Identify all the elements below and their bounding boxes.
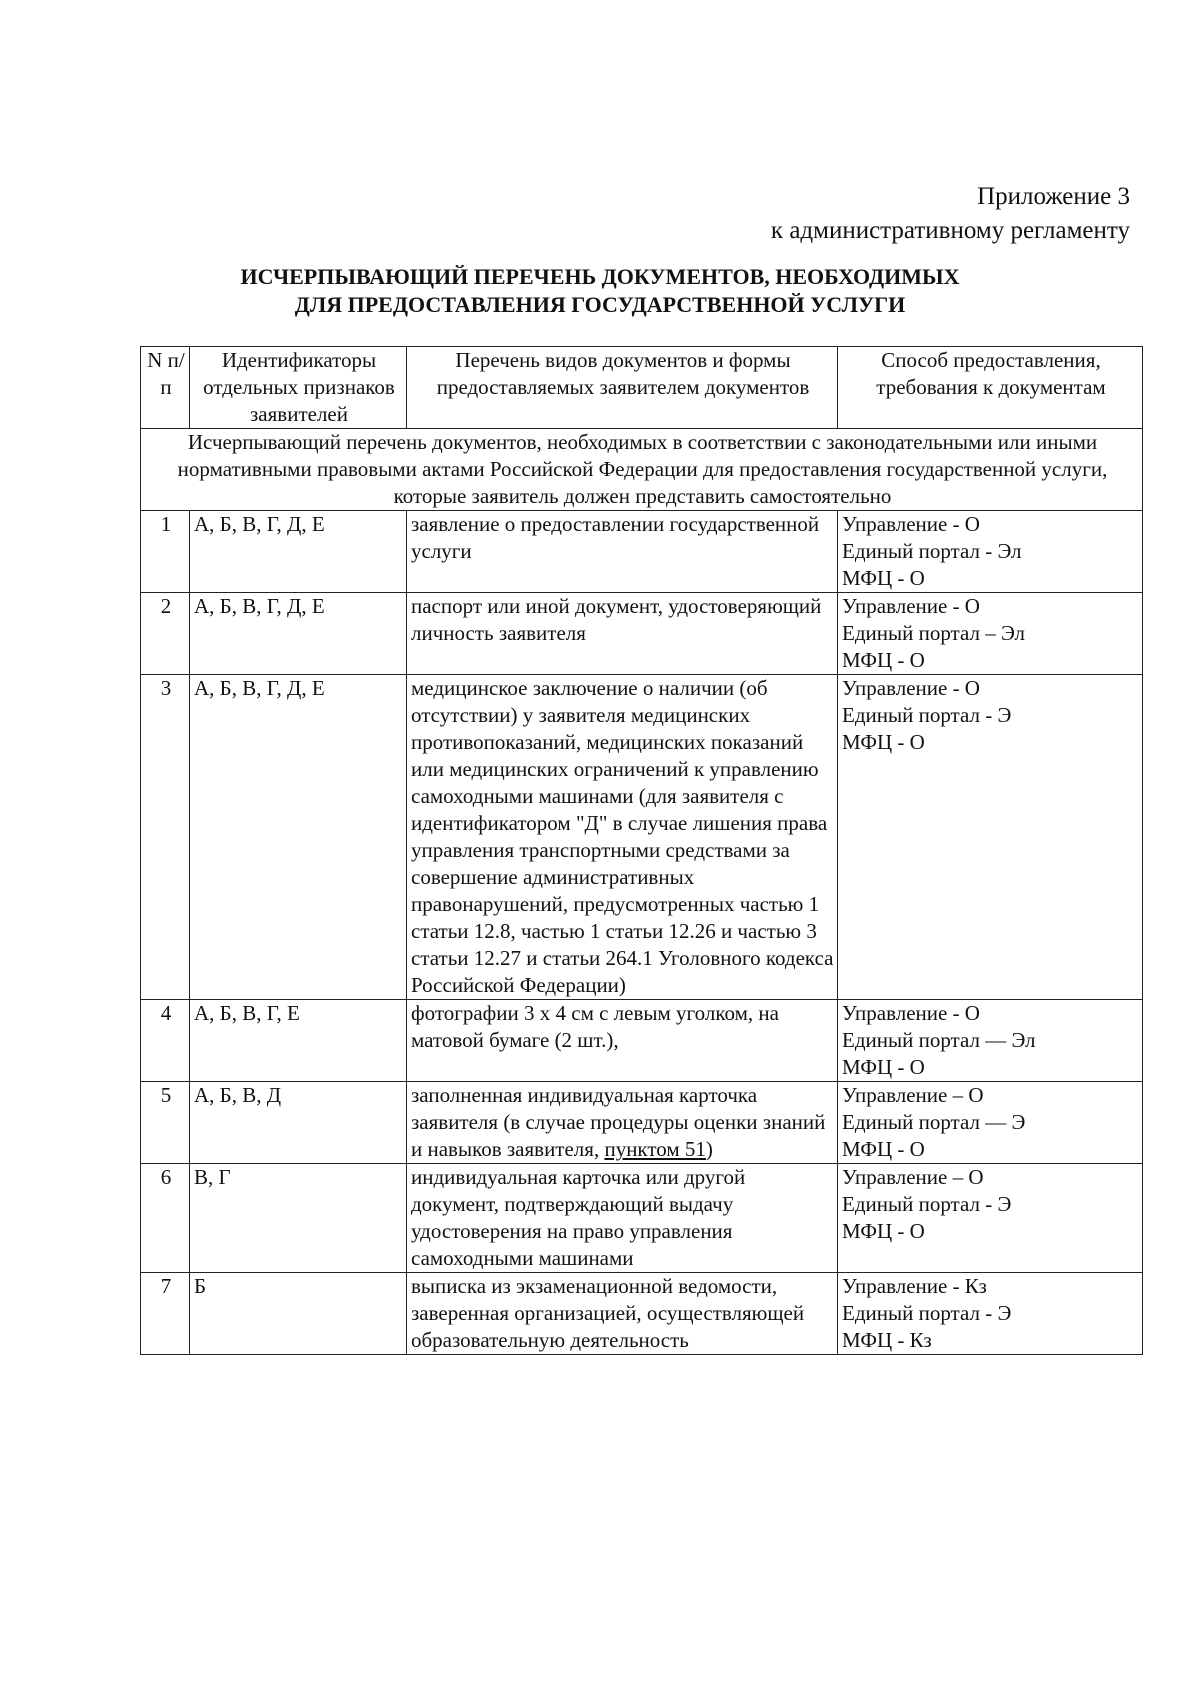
row-document [407, 1082, 838, 1164]
row-identifiers: А, Б, В, Г, Д, Е [190, 511, 407, 593]
table-row [141, 675, 1143, 1000]
method-line: Единый портал - Э [842, 1301, 1012, 1325]
method-line: Единый портал - Эл [842, 539, 1022, 563]
row-number: 1 [141, 511, 190, 593]
column-header-identifiers: Идентификаторы отдельных признаков заявителей [190, 347, 407, 429]
row-document-tail: ) [705, 1137, 713, 1161]
method-line: Управление – О [842, 1165, 984, 1189]
method-line: МФЦ - Кз [842, 1328, 932, 1352]
row-document: паспорт или иной документ, удостоверяющий личность заявителя [407, 593, 838, 675]
row-identifiers: В, Г [190, 1164, 407, 1273]
document-title [0, 263, 1200, 319]
column-header-method: Способ предоставления, требования к документам [838, 347, 1143, 429]
method-line: МФЦ - О [842, 1137, 925, 1161]
row-method [838, 675, 1143, 1000]
row-number: 5 [141, 1082, 190, 1164]
row-number: 4 [141, 1000, 190, 1082]
document-title-line-1: ИСЧЕРПЫВАЮЩИЙ ПЕРЕЧЕНЬ ДОКУМЕНТОВ, НЕОБХОДИМЫХ [240, 264, 960, 289]
row-identifiers: А, Б, В, Г, Д, Е [190, 593, 407, 675]
method-line: Управление - О [842, 512, 980, 536]
table-row [141, 1082, 1143, 1164]
method-line: МФЦ - О [842, 648, 925, 672]
row-method [838, 1164, 1143, 1273]
method-line: Единый портал — Э [842, 1110, 1026, 1134]
row-method [838, 1000, 1143, 1082]
table-row [141, 1273, 1143, 1355]
appendix-reference: к административному регламенту [770, 217, 1130, 244]
row-identifiers: А, Б, В, Г, Д, Е [190, 675, 407, 1000]
column-header-documents: Перечень видов документов и формы предоставляемых заявителем документов [407, 347, 838, 429]
row-document: индивидуальная карточка или другой документ, подтверждающий выдачу удостоверения на право управления самоходными машинами [407, 1164, 838, 1273]
row-identifiers: А, Б, В, Г, Е [190, 1000, 407, 1082]
section-row [141, 429, 1143, 511]
row-document: выписка из экзаменационной ведомости, заверенная организацией, осуществляющей образовательную деятельность [407, 1273, 838, 1355]
row-number: 6 [141, 1164, 190, 1273]
row-number: 2 [141, 593, 190, 675]
paragraph-51-link[interactable]: пунктом 51 [604, 1137, 706, 1161]
row-method [838, 1273, 1143, 1355]
row-document: медицинское заключение о наличии (об отсутствии) у заявителя медицинских противопоказаний, медицинских показаний или медицинских ограничений к управлению самоходными машинами (для заявителя с идентификатором "Д" в случае лишения права управления транспортными средствами за совершение административных правонарушений, предусмотренных частью 1 статьи 12.8, частью 1 статьи 12.26 и частью 3 статьи 12.27 и статьи 264.1 Уголовного кодекса Российской Федерации) [407, 675, 838, 1000]
method-line: Единый портал - Э [842, 703, 1012, 727]
method-line: Управление - О [842, 1001, 980, 1025]
appendix-number: Приложение 3 [977, 183, 1130, 210]
document-title-line-2: ДЛЯ ПРЕДОСТАВЛЕНИЯ ГОСУДАРСТВЕННОЙ УСЛУГИ [294, 292, 906, 317]
table-header-row [141, 347, 1143, 429]
documents-table [140, 346, 1143, 1355]
method-line: Единый портал — Эл [842, 1028, 1036, 1052]
row-method [838, 511, 1143, 593]
method-line: Единый портал – Эл [842, 621, 1026, 645]
section-title: Исчерпывающий перечень документов, необходимых в соответствии с законодательными или иными нормативными правовыми актами Российской Федерации для предоставления государственной услуги, которые заявитель должен представить самостоятельно [141, 429, 1143, 511]
row-number: 3 [141, 675, 190, 1000]
row-document: заявление о предоставлении государственной услуги [407, 511, 838, 593]
row-method [838, 593, 1143, 675]
method-line: Управление – О [842, 1083, 984, 1107]
row-document-text: заполненная индивидуальная карточка заявителя (в случае процедуры оценки знаний и навыков заявителя, [411, 1083, 826, 1161]
table-row [141, 511, 1143, 593]
method-line: Управление - О [842, 676, 980, 700]
table-row [141, 1000, 1143, 1082]
method-line: МФЦ - О [842, 566, 925, 590]
table-row [141, 1164, 1143, 1273]
method-line: Управление - Кз [842, 1274, 987, 1298]
method-line: Управление - О [842, 594, 980, 618]
appendix-header [771, 180, 1130, 248]
row-document: фотографии 3 x 4 см с левым уголком, на матовой бумаге (2 шт.), [407, 1000, 838, 1082]
column-header-number: N п/п [141, 347, 190, 429]
row-method [838, 1082, 1143, 1164]
row-identifiers: А, Б, В, Д [190, 1082, 407, 1164]
method-line: МФЦ - О [842, 1055, 925, 1079]
row-number: 7 [141, 1273, 190, 1355]
method-line: МФЦ - О [842, 1219, 925, 1243]
table-row [141, 593, 1143, 675]
row-identifiers: Б [190, 1273, 407, 1355]
method-line: МФЦ - О [842, 730, 925, 754]
method-line: Единый портал - Э [842, 1192, 1012, 1216]
